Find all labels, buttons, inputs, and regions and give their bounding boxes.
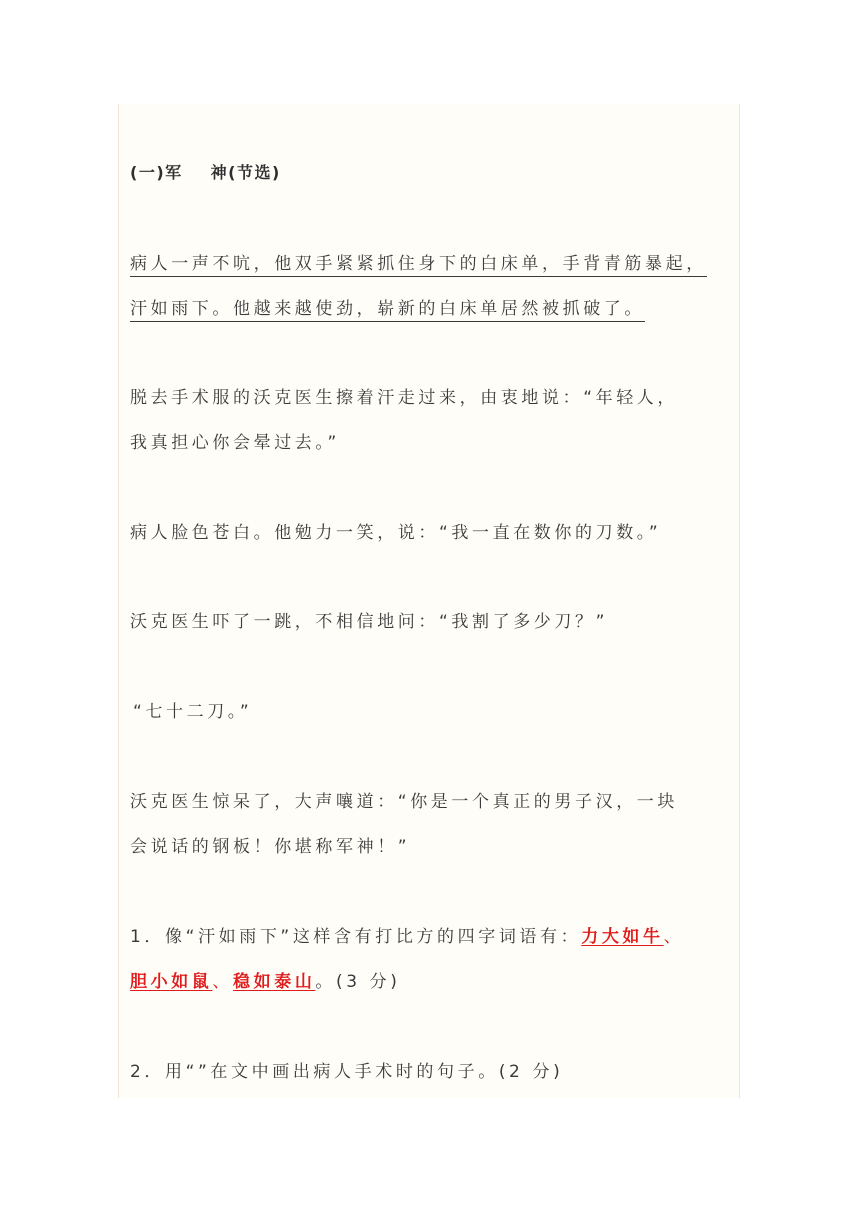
paragraph-1-line-1 [130,253,707,275]
section-title-suffix: 神(节选) [210,163,281,182]
question-1-score: (3 分) [336,972,401,992]
paragraph-5-line-1: “七十二刀。” [133,702,253,722]
underlined-sentence-part-2: 汗如雨下。他越来越使劲，崭新的白床单居然被抓破了。 [130,299,645,322]
question-1-line-2 [130,971,401,993]
answer-separator: 、 [663,927,685,947]
section-title-prefix: (一)军 [130,163,183,182]
paragraph-3-line-1: 病人脸色苍白。他勉力一笑，说：“我一直在数你的刀数。” [130,523,662,543]
question-1-prompt: 1．像“汗如雨下”这样含有打比方的四字词语有： [130,927,582,947]
paragraph-6-line-1: 沃克医生惊呆了，大声嚷道：“你是一个真正的男子汉，一块 [130,792,679,812]
answer-separator: 、 [212,972,234,992]
answer-1: 力大如牛 [581,927,664,947]
section-title [130,162,281,184]
paragraph-6-line-2: 会说话的钢板！你堪称军神！” [130,837,411,857]
paragraph-1-line-2 [130,298,645,320]
paragraph-2-line-2: 我真担心你会晕过去。” [130,433,340,453]
answer-2: 胆小如鼠 [130,972,213,992]
question-2: 2．用“”在文中画出病人手术时的句子。(2 分) [130,1062,564,1082]
underlined-sentence-part-1: 病人一声不吭，他双手紧紧抓住身下的白床单，手背青筋暴起， [130,254,707,277]
answer-3: 稳如泰山 [233,972,316,992]
paragraph-4-line-1: 沃克医生吓了一跳，不相信地问：“我割了多少刀？” [130,612,609,632]
question-1-end: 。 [315,972,337,992]
question-1-line-1 [130,926,684,948]
paragraph-2-line-1: 脱去手术服的沃克医生擦着汗走过来，由衷地说：“年轻人， [130,388,679,408]
